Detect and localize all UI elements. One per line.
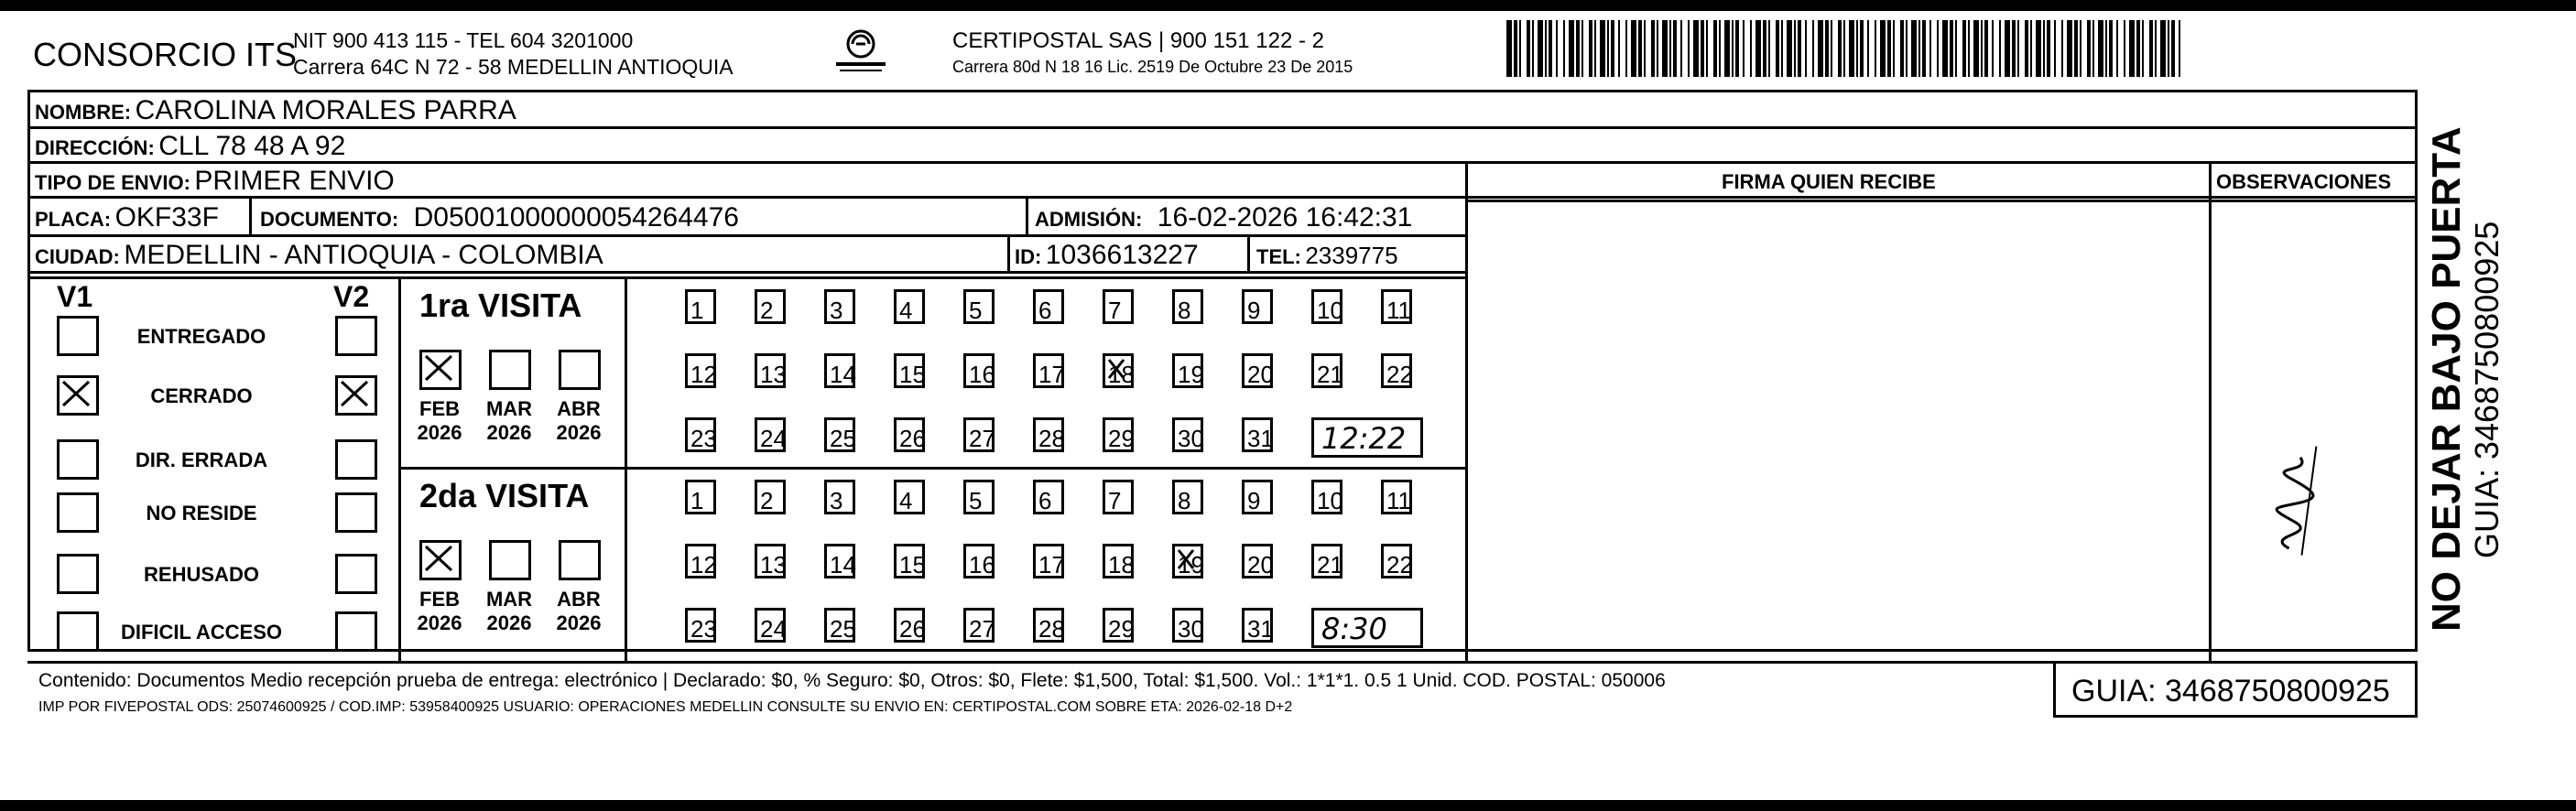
side-guia: GUIA: 3468750800925: [2468, 221, 2505, 558]
barcode-bar: [2074, 20, 2078, 77]
barcode-bar: [2047, 20, 2050, 77]
barcode-bar: [1519, 20, 1521, 77]
day-box[interactable]: 9: [1242, 289, 1273, 324]
day-box[interactable]: 4: [894, 480, 925, 514]
barcode-bar: [1887, 20, 1891, 77]
day-box[interactable]: 19: [1172, 544, 1203, 579]
barcode-bar: [1735, 20, 1739, 77]
side-warning: NO DEJAR BAJO PUERTA: [2424, 126, 2469, 632]
day-box[interactable]: 27: [963, 608, 995, 643]
status-v2-checkbox[interactable]: [335, 439, 377, 480]
barcode-bar: [1581, 20, 1583, 77]
status-label: DIR. ERRADA: [135, 449, 268, 471]
id-row: [1015, 242, 1199, 269]
divider-id: [1007, 234, 1010, 271]
divider-tel: [1247, 234, 1250, 271]
barcode-bar: [1532, 20, 1534, 77]
day-box[interactable]: 9: [1242, 480, 1273, 514]
day-box[interactable]: 27: [963, 417, 995, 452]
rule-nombre: [27, 126, 2418, 129]
day-box[interactable]: 17: [1033, 544, 1064, 579]
status-v2-checkbox[interactable]: [335, 375, 377, 416]
day-box[interactable]: 20: [1242, 353, 1273, 388]
barcode-bar: [1787, 20, 1792, 77]
barcode-bar: [1545, 20, 1547, 77]
day-box[interactable]: 30: [1172, 417, 1203, 452]
barcode-bar: [1906, 20, 1908, 77]
month-label: ABR: [557, 588, 601, 611]
barcode-bar: [1644, 20, 1646, 77]
day-box[interactable]: 13: [755, 353, 786, 388]
barcode-bar: [1968, 20, 1970, 77]
tipo-row: [35, 168, 395, 195]
status-label: ENTREGADO: [136, 325, 266, 348]
barcode-bar: [1732, 20, 1734, 77]
barcode-bar: [2155, 20, 2157, 77]
id-label: ID:: [1015, 245, 1042, 268]
barcode-bar: [1719, 20, 1721, 77]
check-x-icon: [338, 378, 375, 413]
month-year: 2026: [556, 611, 602, 634]
visit-title: 2da VISITA: [419, 477, 590, 514]
day-box[interactable]: 12: [685, 544, 716, 579]
barcode-bar: [1556, 20, 1558, 77]
day-box[interactable]: 12: [685, 353, 716, 388]
rule-grid: [27, 276, 1465, 279]
barcode-bar: [1607, 20, 1609, 77]
barcode-bar: [2067, 20, 2072, 77]
day-box[interactable]: 29: [1103, 417, 1134, 452]
barcode-bar: [1657, 20, 1658, 77]
firma-header: FIRMA QUIEN RECIBE: [1722, 170, 1936, 193]
barcode-bar: [1706, 20, 1708, 77]
observaciones-header: OBSERVACIONES: [2216, 170, 2392, 193]
day-box[interactable]: 2: [755, 289, 786, 324]
barcode-bar: [1825, 20, 1829, 77]
barcode-bar: [1992, 20, 1994, 77]
day-box[interactable]: 21: [1311, 353, 1342, 388]
month-year: 2026: [556, 421, 602, 444]
day-box[interactable]: 18: [1103, 544, 1134, 579]
footer-imp: IMP POR FIVEPOSTAL ODS: 25074600925 / COD.IMP: 53958400925 USUARIO: OPERACIONES MEDELLIN CONSULTE SU ENVIO EN: CERTIPOSTAL.COM SOBRE ETA: 2026-02-18 D+2: [38, 699, 1293, 715]
barcode-bar: [2017, 20, 2019, 77]
barcode-bar: [1724, 20, 1730, 77]
barcode-bar: [2087, 20, 2091, 77]
barcode-bar: [2036, 20, 2041, 77]
certipostal-logo-icon: [829, 26, 893, 81]
barcode-bar: [1549, 20, 1552, 77]
barcode-bar: [1600, 20, 1605, 77]
status-label: DIFICIL ACCESO: [120, 621, 282, 643]
barcode-bar: [2168, 20, 2169, 77]
day-box[interactable]: 23: [685, 417, 716, 452]
divider-firma: [1465, 161, 1468, 661]
day-box[interactable]: 2: [755, 480, 786, 514]
barcode-bar: [1929, 20, 1931, 77]
top-border: [0, 0, 2576, 11]
direccion-value: CLL 78 48 A 92: [158, 131, 346, 161]
barcode-bar: [1805, 20, 1807, 77]
barcode-bar: [2025, 20, 2028, 77]
barcode-bar: [1755, 20, 1761, 77]
day-box[interactable]: 5: [963, 480, 995, 514]
tipo-label: TIPO DE ENVIO:: [35, 171, 190, 194]
barcode-bar: [1831, 20, 1832, 77]
barcode-bar: [1937, 20, 1939, 77]
day-box[interactable]: 23: [685, 608, 716, 643]
barcode-bar: [1838, 20, 1842, 77]
bottom-border: [0, 800, 2576, 811]
v1-label: V1: [57, 280, 93, 313]
barcode-bar: [1631, 20, 1636, 77]
barcode-bar: [2149, 20, 2153, 77]
barcode-bar: [2129, 20, 2135, 77]
time-box[interactable]: [1311, 608, 1423, 648]
day-box[interactable]: 28: [1033, 608, 1064, 643]
day-box[interactable]: 26: [894, 417, 925, 452]
barcode-bar: [1680, 20, 1682, 77]
status-v2-checkbox[interactable]: [335, 611, 377, 652]
day-box[interactable]: 14: [824, 544, 855, 579]
status-label: NO RESIDE: [146, 502, 257, 524]
barcode-bar: [2043, 20, 2045, 77]
barcode-bar: [1981, 20, 1983, 77]
month-year: 2026: [486, 421, 532, 444]
documento-label: DOCUMENTO:: [260, 208, 399, 231]
day-box[interactable]: 16: [963, 353, 995, 388]
barcode-bar: [1693, 20, 1699, 77]
day-box[interactable]: 3: [824, 289, 855, 324]
day-box[interactable]: 15: [894, 544, 925, 579]
barcode-bar: [2054, 20, 2056, 77]
barcode-bar: [1768, 20, 1770, 77]
day-box[interactable]: 22: [1381, 544, 1412, 579]
barcode-bar: [1514, 20, 1517, 77]
day-box[interactable]: 20: [1242, 544, 1273, 579]
barcode-bar: [1875, 20, 1876, 77]
documento-row: [260, 204, 739, 232]
barcode-bar: [1849, 20, 1854, 77]
id-value: 1036613227: [1045, 240, 1199, 270]
day-box[interactable]: 4: [894, 289, 925, 324]
day-box[interactable]: 29: [1103, 608, 1134, 643]
barcode-bar: [1662, 20, 1668, 77]
barcode-bar: [2179, 20, 2180, 77]
barcode-bar: [1962, 20, 1966, 77]
company-address: Carrera 64C N 72 - 58 MEDELLIN ANTIOQUIA: [293, 55, 734, 79]
barcode-bar: [1922, 20, 1926, 77]
day-box[interactable]: 10: [1311, 289, 1342, 324]
barcode-bar: [2092, 20, 2094, 77]
barcode-bar: [1527, 20, 1530, 77]
month-checkbox[interactable]: [489, 540, 531, 580]
day-box[interactable]: 28: [1033, 417, 1064, 452]
barcode-bar: [1950, 20, 1953, 77]
month-year: 2026: [417, 611, 462, 634]
day-box[interactable]: 15: [894, 353, 925, 388]
carrier-address: Carrera 80d N 18 16 Lic. 2519 De Octubre 23 De 2015: [952, 58, 1353, 76]
day-box[interactable]: 6: [1033, 289, 1064, 324]
company-name: CONSORCIO ITS: [33, 36, 298, 73]
day-box[interactable]: 11: [1381, 289, 1412, 324]
check-x-icon: [60, 378, 96, 413]
barcode-bar: [1984, 20, 1988, 77]
rule-ciudad: [27, 271, 1465, 274]
tipo-value: PRIMER ENVIO: [194, 166, 395, 196]
day-box[interactable]: 21: [1311, 544, 1342, 579]
rule-direccion: [27, 161, 2418, 164]
month-year: 2026: [417, 421, 462, 444]
barcode-bar: [1794, 20, 1796, 77]
tel-value: 2339775: [1305, 242, 1398, 269]
ciudad-row: [35, 242, 603, 269]
status-label: REHUSADO: [144, 563, 259, 586]
barcode-bar: [1563, 20, 1565, 77]
barcode-bar: [1900, 20, 1904, 77]
admision-row: [1035, 204, 1412, 232]
nombre-label: NOMBRE:: [35, 101, 132, 124]
barcode-bar: [1856, 20, 1858, 77]
time-box[interactable]: [1311, 417, 1423, 458]
barcode-bar: [2160, 20, 2166, 77]
day-box[interactable]: 31: [1242, 608, 1273, 643]
barcode-bar: [1611, 20, 1614, 77]
day-box[interactable]: 19: [1172, 353, 1203, 388]
barcode-bar: [1999, 20, 2001, 77]
day-box[interactable]: 22: [1381, 353, 1412, 388]
barcode-bar: [1669, 20, 1671, 77]
month-checkbox[interactable]: [419, 350, 462, 390]
month-checkbox[interactable]: [559, 350, 601, 390]
barcode-bar: [2005, 20, 2010, 77]
day-box[interactable]: 25: [824, 608, 855, 643]
barcode-bar: [2030, 20, 2032, 77]
day-box[interactable]: 1: [685, 480, 716, 514]
status-label: CERRADO: [150, 384, 253, 407]
barcode-bar: [2105, 20, 2107, 77]
admision-label: ADMISIÓN:: [1035, 208, 1143, 231]
day-box[interactable]: 10: [1311, 480, 1342, 514]
day-box[interactable]: 11: [1381, 480, 1412, 514]
barcode-bar: [1798, 20, 1801, 77]
day-box[interactable]: 18: [1103, 353, 1134, 388]
day-box[interactable]: 24: [755, 608, 786, 643]
month-label: MAR: [485, 397, 533, 420]
time-value: 12:22: [1321, 421, 1407, 456]
barcode-bar: [1589, 20, 1592, 77]
rule-tipo: [27, 196, 2418, 199]
documento-value: D05001000000054264476: [413, 202, 739, 232]
day-box[interactable]: 16: [963, 544, 995, 579]
status-v2-checkbox[interactable]: [335, 316, 377, 356]
day-box[interactable]: 14: [824, 353, 855, 388]
barcode-bar: [1538, 20, 1543, 77]
barcode-bar: [2061, 20, 2063, 77]
day-box[interactable]: 1: [685, 289, 716, 324]
day-box[interactable]: 7: [1103, 480, 1134, 514]
barcode-bar: [1955, 20, 1957, 77]
day-box[interactable]: 8: [1172, 289, 1203, 324]
barcode-bar: [2109, 20, 2113, 77]
barcode-bar: [1918, 20, 1920, 77]
month-label: FEB: [419, 397, 460, 420]
carrier-name: CERTIPOSTAL SAS | 900 151 122 - 2: [952, 28, 1324, 53]
barcode-bar: [1812, 20, 1814, 77]
month-year: 2026: [486, 611, 532, 634]
admision-value: 16-02-2026 16:42:31: [1157, 202, 1413, 232]
rule-firma-header: [1465, 200, 2418, 202]
ciudad-value: MEDELLIN - ANTIOQUIA - COLOMBIA: [124, 240, 603, 270]
barcode-bar: [1576, 20, 1580, 77]
barcode-bar: [2012, 20, 2016, 77]
placa-value: OKF33F: [114, 202, 219, 232]
barcode-bar: [1763, 20, 1766, 77]
barcode-bar: [2142, 20, 2144, 77]
barcode-bar: [1750, 20, 1752, 77]
barcode-bar: [1713, 20, 1717, 77]
day-box[interactable]: 31: [1242, 417, 1273, 452]
company-nit: NIT 900 413 115 - TEL 604 3201000: [293, 28, 634, 52]
direccion-label: DIRECCIÓN:: [35, 136, 155, 159]
barcode-bar: [2116, 20, 2118, 77]
barcode-bar: [1673, 20, 1677, 77]
barcode-bar: [1818, 20, 1823, 77]
placa-row: [35, 204, 219, 232]
day-box[interactable]: 6: [1033, 480, 1064, 514]
month-label: FEB: [419, 588, 460, 611]
barcode-bar: [1880, 20, 1886, 77]
day-box[interactable]: 24: [755, 417, 786, 452]
direccion-row: [35, 133, 345, 160]
barcode-bar: [1625, 20, 1627, 77]
barcode-bar: [1867, 20, 1869, 77]
barcode-bar: [1688, 20, 1690, 77]
barcode-icon: [1506, 20, 2184, 77]
divider-admision: [1026, 196, 1028, 234]
status-v2-checkbox[interactable]: [335, 554, 377, 594]
time-value: 8:30: [1321, 611, 1387, 646]
barcode-bar: [2098, 20, 2103, 77]
month-label: MAR: [485, 588, 533, 611]
barcode-bar: [1569, 20, 1574, 77]
barcode-bar: [2171, 20, 2175, 77]
barcode-bar: [1781, 20, 1783, 77]
ciudad-label: CIUDAD:: [35, 245, 120, 268]
footer-guia: GUIA: 3468750800925: [2071, 674, 2390, 708]
day-box[interactable]: 13: [755, 544, 786, 579]
nombre-value: CAROLINA MORALES PARRA: [135, 95, 516, 125]
barcode-bar: [1651, 20, 1655, 77]
barcode-bar: [1618, 20, 1620, 77]
day-box[interactable]: 8: [1172, 480, 1203, 514]
barcode-bar: [2080, 20, 2081, 77]
placa-label: PLACA:: [35, 208, 112, 231]
tel-row: [1256, 243, 1398, 267]
visit-title: 1ra VISITA: [419, 287, 582, 324]
day-box[interactable]: 7: [1103, 289, 1134, 324]
recipient-signature: [2234, 439, 2363, 549]
barcode-bar: [1701, 20, 1704, 77]
barcode-bar: [1911, 20, 1917, 77]
divider-observaciones: [2209, 161, 2212, 661]
barcode-bar: [2136, 20, 2140, 77]
nombre-row: [35, 97, 516, 124]
barcode-bar: [1594, 20, 1596, 77]
check-x-icon: [1105, 356, 1131, 385]
day-box[interactable]: 17: [1033, 353, 1064, 388]
status-v2-checkbox[interactable]: [335, 492, 377, 533]
check-x-icon: [1175, 546, 1201, 576]
month-checkbox[interactable]: [489, 350, 531, 390]
day-box[interactable]: 26: [894, 608, 925, 643]
barcode-bar: [1860, 20, 1864, 77]
barcode-bar: [2124, 20, 2125, 77]
month-label: ABR: [557, 397, 601, 420]
footer-contenido: Contenido: Documentos Medio recepción prueba de entrega: electrónico | Declarado: $0, % Seguro: $0, Otros: $0, Flete: $1,500, Total: $1,500. Vol.: 1*1*1. 0.5 1 Unid. COD. POSTAL: 050006: [38, 670, 1666, 691]
barcode-bar: [1942, 20, 1948, 77]
day-box[interactable]: 3: [824, 480, 855, 514]
barcode-bar: [1893, 20, 1895, 77]
barcode-bar: [1776, 20, 1779, 77]
tel-label: TEL:: [1256, 245, 1301, 268]
divider-placa: [249, 196, 252, 234]
divider-visits: [398, 467, 1465, 470]
v2-label: V2: [333, 280, 370, 313]
day-box[interactable]: 5: [963, 289, 995, 324]
barcode-bar: [1843, 20, 1845, 77]
month-checkbox[interactable]: [559, 540, 601, 580]
check-x-icon: [422, 352, 459, 387]
check-x-icon: [422, 543, 459, 578]
barcode-bar: [1638, 20, 1642, 77]
day-box[interactable]: 25: [824, 417, 855, 452]
month-checkbox[interactable]: [419, 540, 462, 580]
barcode-bar: [1506, 20, 1512, 77]
barcode-bar: [1743, 20, 1745, 77]
day-box[interactable]: 30: [1172, 608, 1203, 643]
barcode-bar: [1973, 20, 1979, 77]
